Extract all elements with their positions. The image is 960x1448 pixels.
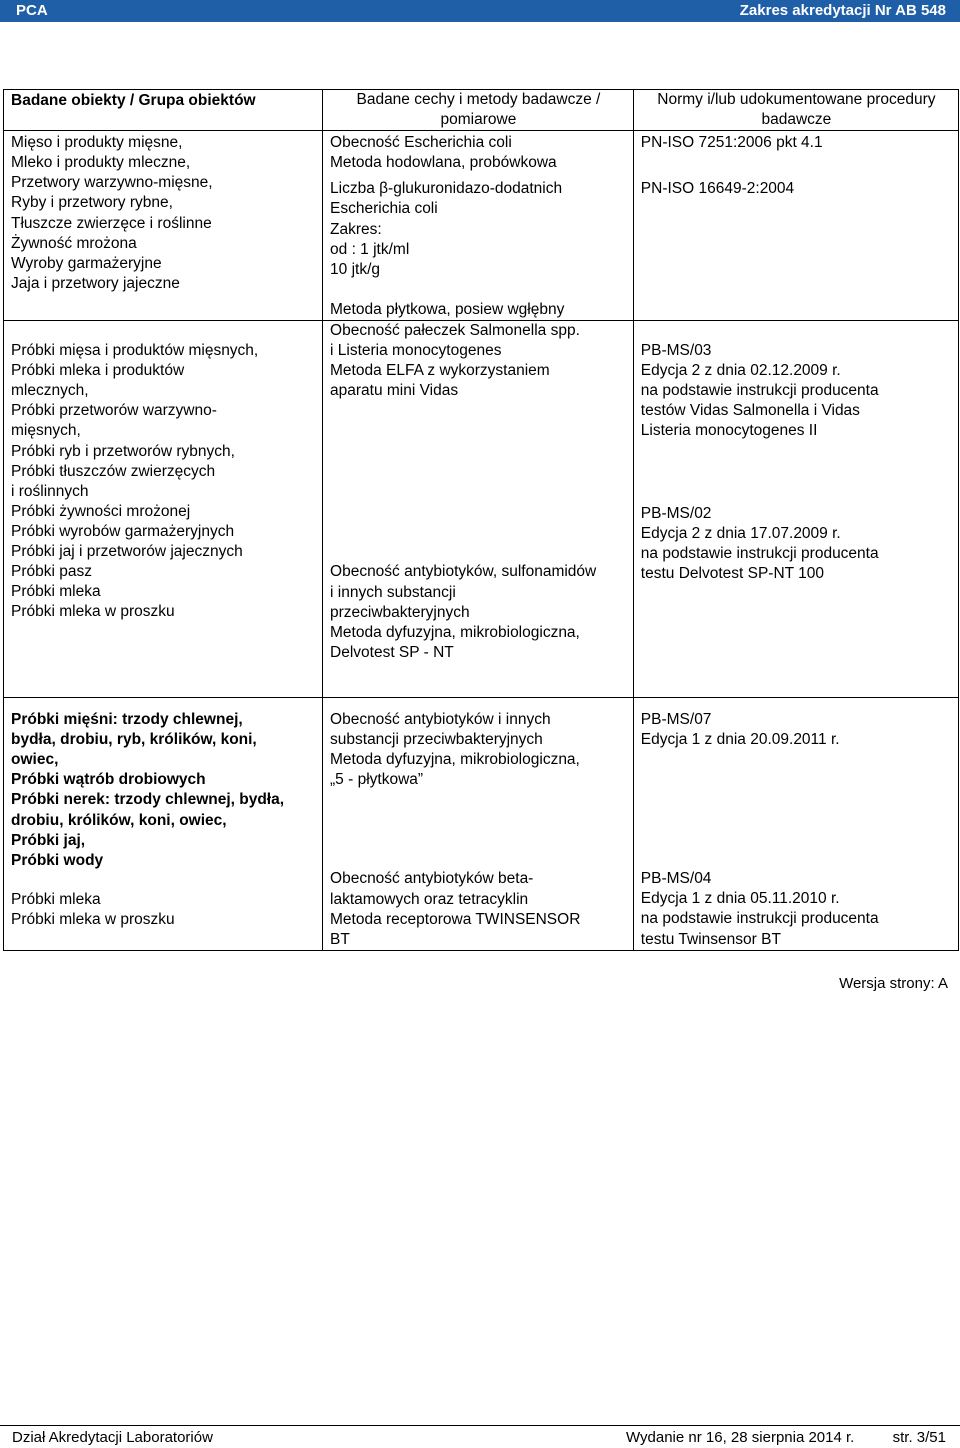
footer-page-number: str. 3/51 [892, 1429, 946, 1446]
table-row [4, 698, 959, 951]
objects-text: Mięso i produkty mięsne, Mleko i produkty mleczne, Przetwory warzywno-mięsne, Ryby i przetwory rybne, Tłuszcze zwierzęce i roślinne Żywność mrożona Wyroby garmażeryjne Jaja i przetwory jajeczne [11, 134, 213, 292]
header-norms: Normy i/lub udokumentowane procedury badawcze [633, 90, 958, 131]
accreditation-table [3, 89, 959, 951]
header-methods: Badane cechy i metody badawcze / pomiarowe [323, 90, 634, 131]
norm-text: PB-MS/03 Edycja 2 z dnia 02.12.2009 r. na podstawie instrukcji producenta testów Vidas Salmonella i Vidas Listeria monocytogenes II [640, 342, 879, 440]
norm-text: PN-ISO 16649-2:2004 [640, 180, 795, 198]
norm-text: PB-MS/07 Edycja 1 z dnia 20.09.2011 r. [640, 711, 840, 749]
table-row [4, 131, 959, 321]
method-text: Obecność pałeczek Salmonella spp. i Listeria monocytogenes Metoda ELFA z wykorzystaniem aparatu mini Vidas [330, 322, 580, 400]
method-text: Liczba β-glukuronidazo-dodatnich Escherichia coli Zakres: od : 1 jtk/ml 10 jtk/g Metoda płytkowa, posiew wgłębny [330, 180, 565, 318]
footer-department: Dział Akredytacji Laboratoriów [12, 1429, 213, 1446]
footer-edition: Wydanie nr 16, 28 sierpnia 2014 r. [626, 1429, 855, 1446]
method-text: Obecność antybiotyków beta- laktamowych oraz tetracyklin Metoda receptorowa TWINSENSOR BT [330, 870, 581, 948]
page-footer [0, 1425, 960, 1448]
objects-text: Próbki mięśni: trzody chlewnej, bydła, drobiu, ryb, królików, koni, owiec, Próbki wątrób drobiowych Próbki nerek: trzody chlewnej, bydła, drobiu, królików, koni, owiec, Próbki jaj, Próbki wody [11, 711, 285, 869]
norm-text: PB-MS/02 Edycja 2 z dnia 17.07.2009 r. na podstawie instrukcji producenta testu Delvotest SP-NT 100 [640, 504, 879, 582]
header-org: PCA [16, 2, 48, 19]
header-title: Zakres akredytacji Nr AB 548 [739, 2, 946, 19]
objects-text: Próbki mleka Próbki mleka w proszku [11, 890, 175, 928]
page-version: Wersja strony: A [839, 975, 948, 992]
table-row [4, 321, 959, 698]
method-text: Obecność Escherichia coli Metoda hodowlana, probówkowa [330, 134, 557, 172]
table-header-row [4, 90, 959, 131]
norm-text: PN-ISO 7251:2006 pkt 4.1 [640, 134, 823, 152]
method-text: Obecność antybiotyków, sulfonamidów i innych substancji przeciwbakteryjnych Metoda dyfuzyjna, mikrobiologiczna, Delvotest SP - NT [330, 563, 597, 661]
header-objects: Badane obiekty / Grupa obiektów [4, 90, 323, 131]
method-text: Obecność antybiotyków i innych substancji przeciwbakteryjnych Metoda dyfuzyjna, mikrobiologiczna, „5 - płytkowa” [330, 711, 580, 789]
norm-text: PB-MS/04 Edycja 1 z dnia 05.11.2010 r. na podstawie instrukcji producenta testu Twinsensor BT [640, 870, 879, 948]
page-header [0, 0, 960, 22]
objects-text: Próbki mięsa i produktów mięsnych, Próbki mleka i produktów mlecznych, Próbki przetworów warzywno- mięsnych, Próbki ryb i przetworów rybnych, Próbki tłuszczów zwierzęcych i roślinnych Próbki żywności mrożonej Próbki wyrobów garmażeryjnych Próbki jaj i przetworów jajecznych Próbki pasz Próbki mleka Próbki mleka w proszku [11, 342, 259, 621]
